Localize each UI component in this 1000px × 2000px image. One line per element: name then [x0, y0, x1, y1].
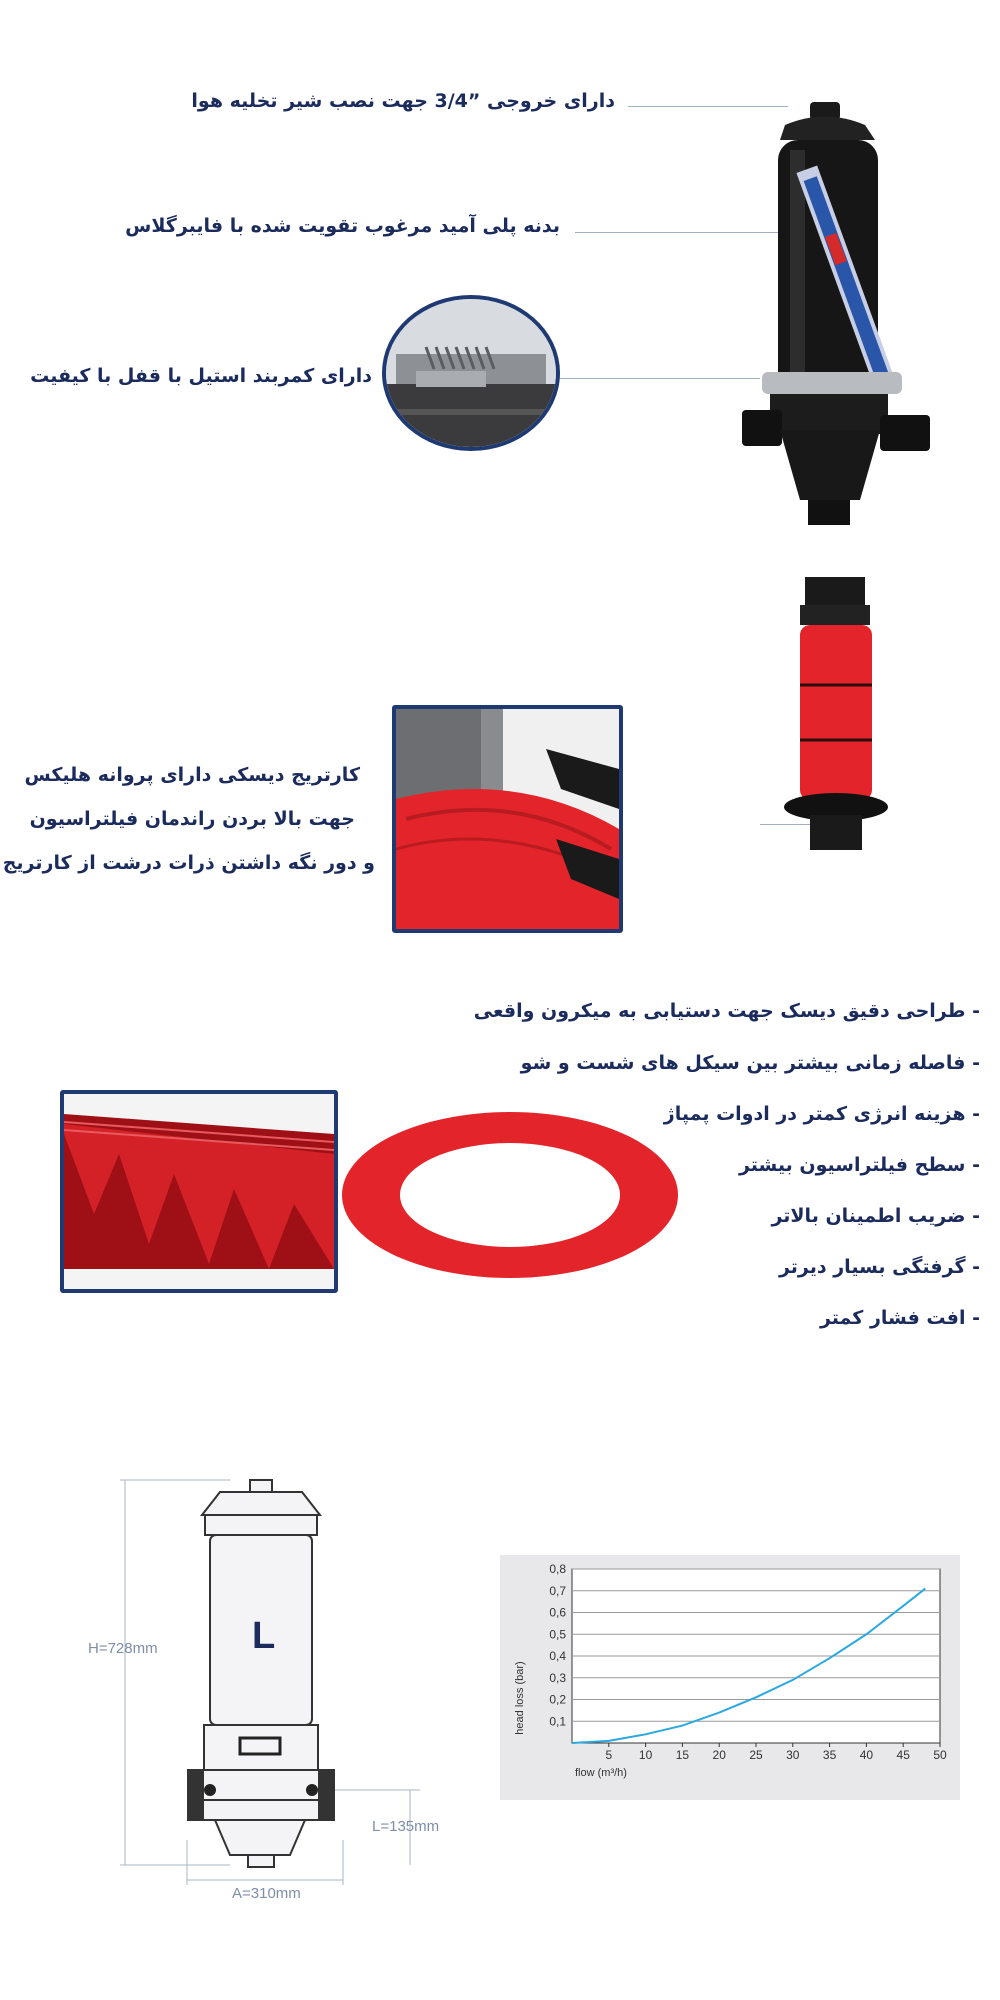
cartridge-line-3: و دور نگه داشتن ذرات درشت از کارتریج	[2, 852, 375, 874]
feature-outlet-label: دارای خروجی ”3/4 جهت نصب شیر تخلیه هوا	[191, 90, 615, 112]
cartridge-line-1: کارتریج دیسکی دارای پروانه هلیکس	[24, 764, 360, 786]
width-dimension-label: A=310mm	[232, 1885, 301, 1902]
disc-grooves-drawing	[64, 1094, 334, 1289]
disc-cartridge-image	[780, 575, 890, 855]
leader-line	[560, 378, 760, 379]
benefit-item: - هزینه انرژی کمتر در ادوات پمپاژ	[663, 1103, 980, 1125]
height-dimension-label: H=728mm	[88, 1640, 158, 1657]
y-tick-label: 0,8	[549, 1562, 566, 1576]
helix-detail-drawing	[396, 709, 619, 929]
benefit-item: - ضریب اطمینان بالاتر	[771, 1205, 980, 1227]
benefit-item: - طراحی دقیق دیسک جهت دستیابی به میکرون واقعی	[473, 1000, 980, 1022]
y-tick-label: 0,1	[549, 1714, 566, 1729]
disc-grooves-image	[60, 1090, 338, 1293]
x-tick-label: 35	[822, 1748, 837, 1762]
x-tick-label: 15	[675, 1748, 690, 1762]
y-tick-label: 0,4	[549, 1649, 566, 1663]
feature-body-label: بدنه پلی آمید مرغوب تقویت شده با فایبرگلاس	[125, 215, 560, 237]
x-tick-label: 10	[638, 1748, 653, 1762]
y-tick-label: 0,5	[549, 1627, 566, 1642]
x-tick-label: 25	[749, 1748, 763, 1762]
red-disc-image	[340, 1110, 680, 1280]
y-tick-label: 0,7	[549, 1583, 566, 1598]
benefit-item: - گرفتگی بسیار دیرتر	[778, 1256, 980, 1278]
head-loss-chart	[500, 1555, 960, 1800]
x-tick-label: 40	[859, 1748, 874, 1762]
filter-housing-image	[740, 100, 940, 530]
y-tick-label: 0,3	[549, 1670, 566, 1685]
x-tick-label: 5	[605, 1748, 613, 1762]
benefit-item: - سطح فیلتراسیون بیشتر	[738, 1154, 980, 1176]
benefit-item: - فاصله زمانی بیشتر بین سیکل های شست و شو	[520, 1052, 980, 1074]
chart-y-label: head loss (bar)	[514, 1661, 526, 1735]
x-tick-label: 30	[786, 1748, 800, 1762]
cartridge-line-2: جهت بالا بردن راندمان فیلتراسیون	[29, 808, 355, 830]
clamp-detail-drawing	[386, 299, 556, 447]
helix-detail-image	[392, 705, 623, 933]
chart-x-label: flow (m³/h)	[575, 1767, 627, 1779]
y-tick-label: 0,6	[549, 1605, 566, 1620]
technical-drawing	[80, 1470, 480, 1910]
length-dimension-label: L=135mm	[372, 1818, 440, 1835]
feature-clamp-label: دارای کمربند استیل با قفل با کیفیت	[30, 365, 372, 387]
x-tick-label: 20	[712, 1748, 726, 1762]
y-tick-label: 0,2	[549, 1692, 566, 1707]
x-tick-label: 45	[896, 1748, 910, 1762]
model-label: L	[252, 1615, 276, 1657]
benefit-item: - افت فشار کمتر	[819, 1307, 980, 1329]
x-tick-label: 50	[933, 1748, 947, 1762]
clamp-detail-image	[382, 295, 560, 451]
